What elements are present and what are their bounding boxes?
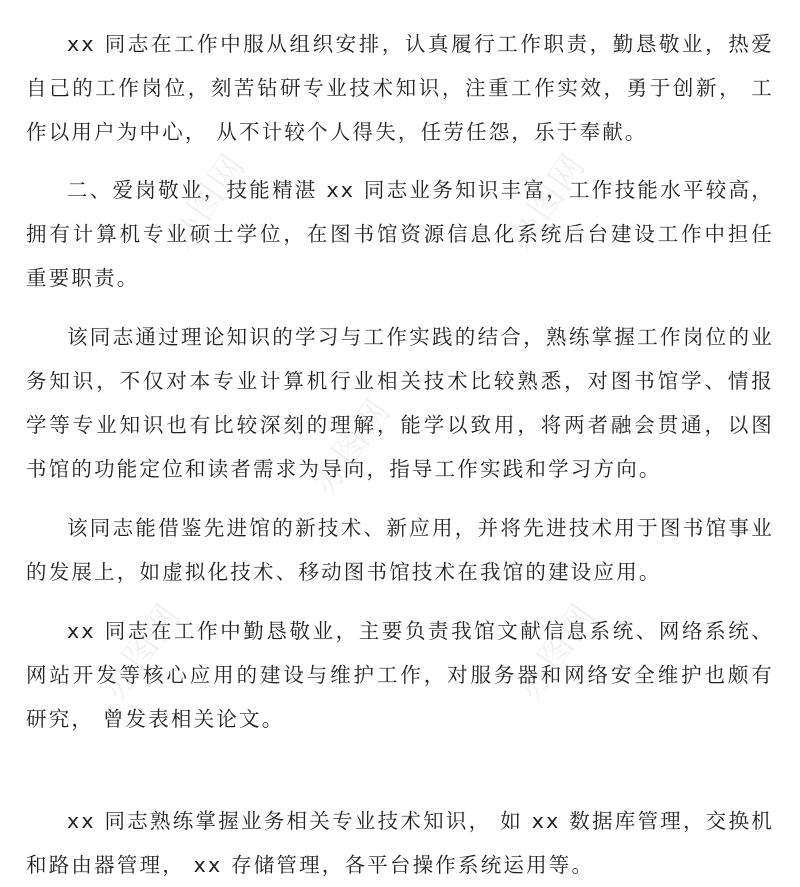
watermark-logo: 办图网: [159, 145, 255, 258]
paragraph-2: 二、爱岗敬业，技能精湛 xx 同志业务知识丰富，工作技能水平较高，拥有计算机专业硕士学位，在图书馆资源信息化系统后台建设工作中担任重要职责。: [26, 178, 774, 290]
paragraph-5: xx 同志在工作中勤恳敬业，主要负责我馆文献信息系统、网络系统、网站开发等核心应用的建设与维护工作，对服务器和网络安全维护也颇有研究， 曾发表相关论文。: [26, 619, 774, 731]
paragraph-6: xx 同志熟练掌握业务相关专业技术知识， 如 xx 数据库管理，交换机和路由器管理， xx 存储管理，各平台操作系统运用等。: [26, 809, 774, 877]
watermark-logo: 办图网: [304, 390, 400, 503]
watermark-logo: 办图网: [499, 145, 595, 258]
paragraph-3: 该同志通过理论知识的学习与工作实践的结合，熟练掌握工作岗位的业务知识，不仅对本专业计算机行业相关技术比较熟悉，对图书馆学、情报学等专业知识也有比较深刻的理解，能学以致用，将两者融会贯通，以图书馆的功能定位和读者需求为导向，指导工作实践和学习方向。: [26, 325, 774, 481]
watermark-logo: 办图网: [509, 595, 605, 708]
watermark-logo: 办图网: [94, 595, 190, 708]
paragraph-4: 该同志能借鉴先进馆的新技术、新应用，并将先进技术用于图书馆事业的发展上，如虚拟化技术、移动图书馆技术在我馆的建设应用。: [26, 516, 774, 584]
paragraph-1: xx 同志在工作中服从组织安排，认真履行工作职责，勤恳敬业，热爱自己的工作岗位，刻苦钻研专业技术知识，注重工作实效，勇于创新， 工作以用户为中心， 从不计较个人得失，任劳任怨，乐于奉献。: [26, 32, 774, 144]
